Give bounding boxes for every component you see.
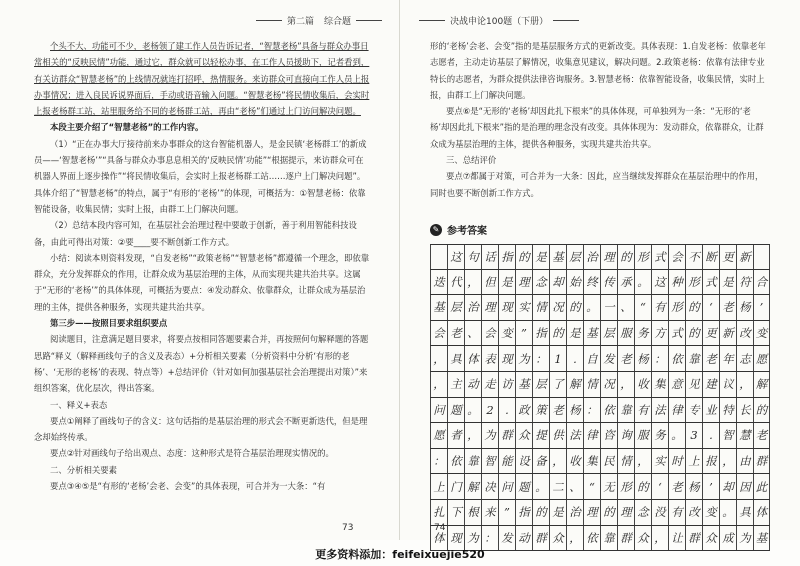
answer-grid-row [430, 321, 770, 347]
answer-grid-cell: 具 [447, 346, 464, 371]
answer-grid-cell: 3 [685, 423, 702, 448]
answer-grid-cell: 服 [634, 423, 651, 448]
answer-grid-cell: 报 [702, 449, 719, 474]
answer-grid-row [430, 244, 770, 270]
answer-grid-cell: 却 [719, 474, 736, 499]
paragraph: 阅读题目，注意满足题目要求，将要点按相同答题要素合并，再按照何句解释题的答题思路“释义（解释画线句子的含义及表态）+分析相关要素（分析资料中分析‘有形的老杨’、‘无形的老杨’的表现、特点等）+总结评价（针对如何加强基层社会治理提出对策）”来组织答案，优化层次，得出答案。 [34, 334, 369, 394]
answer-grid-row [430, 372, 770, 398]
answer-grid-cell: 更 [719, 245, 736, 269]
answer-grid-cell: 众 [702, 526, 719, 551]
answer-grid-cell: 杨 [736, 295, 753, 320]
answer-grid-cell: 迭 [430, 270, 447, 295]
answer-grid-cell: 老 [668, 474, 685, 499]
answer-grid-cell: 形 [617, 474, 634, 499]
answer-grid-cell: 的 [617, 245, 634, 269]
answer-grid-cell: ： [651, 346, 668, 371]
answer-grid-cell: 。 [634, 270, 651, 295]
answer-grid-cell: 群 [685, 526, 702, 551]
answer-grid-cell: 群 [498, 423, 515, 448]
answer-grid-cell: 二 [549, 474, 566, 499]
answer-grid-cell: 访 [498, 372, 515, 397]
answer-grid-cell: ， [549, 449, 566, 474]
answer-grid-cell: 这 [447, 245, 464, 269]
answer-grid-cell: 却 [549, 270, 566, 295]
answer-grid-cell: . [498, 398, 515, 423]
answer-grid-cell: 1 [549, 346, 566, 371]
answer-grid-cell: 种 [668, 270, 685, 295]
paragraph: 要点⑥是“无形的‘老杨’却因此扎下根来”的具体体现，可单独列为一条：“无形的‘老杨’却因此扎下根来”指的是治理的理念没有改变。具体体现为：发动群众，依靠群众，让群众成为基层治理的主体，提供各种服务，实现共建共治共享。 [430, 106, 764, 149]
answer-grid-cell: 扎 [430, 500, 447, 525]
answer-grid-cell: 的 [753, 398, 770, 423]
answer-grid-cell: 承 [617, 270, 634, 295]
answer-grid-cell: ： [583, 398, 600, 423]
paragraph: 个头不大、功能可不少，老杨领了建工作人员告诉记者，“智慧老杨”具备与群众办事日常相关的“反映民情”功能，通过它，群众就可以轻松办事，在工作人员援助下，记者看到，有关访群众“智慧老杨”的上线情况就连打招呼，热情服务。来访群众可直接向工作人员上报办事情况；进入良民诉说界面后，手动或语音输入问题。“智慧老杨”将民情收集后，会实时上报老杨群工站，站里服务给不同的老杨群工站，再由“老杨”们通过上门访问解决问题。 [34, 41, 370, 117]
answer-grid-cell: 治 [566, 500, 583, 525]
answer-grid-cell: 理 [600, 245, 617, 269]
answer-grid-cell: 情 [617, 449, 634, 474]
answer-grid-cell: 依 [447, 449, 464, 474]
answer-grid-row [430, 270, 770, 296]
answer-grid-cell: 法 [651, 398, 668, 423]
answer-grid-cell: 的 [532, 500, 549, 525]
answer-grid-cell: 没 [651, 500, 668, 525]
right-body-text [430, 38, 770, 201]
answer-grid-cell: 议 [719, 372, 736, 397]
answer-grid-cell: 收 [566, 449, 583, 474]
answer-grid-cell: 由 [736, 449, 753, 474]
answer-grid-cell: 老 [447, 321, 464, 346]
answer-grid-cell: 治 [464, 295, 481, 320]
paragraph: （1）“正在办事大厅接待前来办事群众的这台智能机器人，是金民镇‘老杨群工’的新成员——‘智慧老杨’”“具备与群众办事息息相关的‘反映民情’功能”“根据提示，来访群众可在机器人界面上逐步操作”“将民情收集后，会实时上报老杨群工站……逐户上门解决问题”。具体介绍了“智慧老杨”的特点，属于“有形的‘老杨’”的体现，可概括为：①智慧老杨：依靠智能设备，收集民情；实时上报，由群工上门解决问题。 [34, 138, 367, 214]
answer-grid-cell: ’ [753, 295, 770, 320]
answer-grid-cell: 依 [583, 526, 600, 551]
answer-grid-cell: 服 [617, 321, 634, 346]
answer-grid-row [430, 423, 770, 449]
answer-grid-cell: 靠 [464, 449, 481, 474]
answer-grid-cell: 一 [600, 295, 617, 320]
answer-grid-cell: 集 [583, 449, 600, 474]
answer-grid-cell: 因 [736, 474, 753, 499]
answer-grid-cell: 律 [668, 398, 685, 423]
answer-grid-row [430, 398, 770, 424]
answer-grid-cell: 体 [464, 346, 481, 371]
answer-grid-cell: ， [566, 526, 583, 551]
answer-grid-cell: 智 [719, 423, 736, 448]
answer-grid-cell: 意 [668, 372, 685, 397]
answer-grid-cell: 层 [600, 321, 617, 346]
running-head-part: 第二篇 [286, 17, 314, 27]
answer-grid-cell: . [702, 423, 719, 448]
answer-grid-cell: 众 [549, 526, 566, 551]
answer-grid-cell: 建 [702, 372, 719, 397]
paragraph: （2）总结本段内容可知，在基层社会治理过程中要敢于创新，善于利用智能科技设备，由此可得出对策：②要____要不断创新工作方式。 [34, 220, 357, 247]
answer-grid-cell: 老 [719, 295, 736, 320]
answer-grid-cell: 、 [617, 295, 634, 320]
answer-grid-cell: 形 [685, 270, 702, 295]
answer-grid-cell: “ [634, 295, 651, 320]
answer-grid-cell: 指 [498, 245, 515, 269]
answer-grid-cell: 句 [464, 245, 481, 269]
answer-grid-cell: 题 [447, 398, 464, 423]
answer-grid-cell: 形 [668, 295, 685, 320]
answer-grid-cell: 杨 [634, 346, 651, 371]
answer-grid-cell: 理 [583, 500, 600, 525]
answer-grid-cell [430, 245, 447, 269]
answer-grid-cell: 。 [719, 500, 736, 525]
answer-grid-cell: 靠 [617, 398, 634, 423]
answer-grid-cell: 成 [719, 526, 736, 551]
answer-grid-cell: 况 [600, 372, 617, 397]
answer-grid-cell: 的 [515, 245, 532, 269]
answer-grid-cell: 解 [753, 372, 770, 397]
answer-grid-cell: 是 [549, 500, 566, 525]
answer-grid-cell: 有 [651, 295, 668, 320]
answer-grid-cell: 时 [668, 449, 685, 474]
answer-grid-cell: 会 [481, 321, 498, 346]
answer-grid-cell: 2 [481, 398, 498, 423]
answer-grid-cell: 、 [566, 474, 583, 499]
paragraph: 形的‘老杨’会老、会变”指的是基层服务方式的更新改变。具体表现：1.自发老杨：依靠老年志愿者，主动走访基层了解情况，收集意见建议，解决问题。2.政策老杨：依靠有法律专业特长的志愿者，为群众提供法律咨询服务。3.智慧老杨：依靠智能设备，收集民情，实时上报，由群工上门解决问题。 [430, 41, 766, 100]
answer-grid-cell: 愿 [753, 346, 770, 371]
answer-grid-cell: 备 [532, 449, 549, 474]
answer-grid-cell: ” [498, 500, 515, 525]
answer-grid-cell: 。 [532, 474, 549, 499]
answer-grid-cell: 群 [617, 526, 634, 551]
answer-grid-cell: 咨 [600, 423, 617, 448]
answer-grid-cell: 断 [702, 245, 719, 269]
answer-grid-cell: 体 [753, 500, 770, 525]
section-heading: 第三步——按照目要求组织要点 [50, 318, 168, 329]
answer-grid-cell: 此 [753, 474, 770, 499]
answer-grid-cell: 基 [753, 526, 770, 551]
answer-grid-cell: 符 [736, 270, 753, 295]
answer-grid-cell: 念 [634, 500, 651, 525]
answer-grid-cell: ， [430, 372, 447, 397]
answer-grid-cell: 的 [685, 295, 702, 320]
answer-grid [430, 244, 770, 551]
answer-grid-cell: 靠 [600, 526, 617, 551]
answer-grid-cell: 依 [600, 398, 617, 423]
answer-grid-cell: 的 [566, 295, 583, 320]
answer-grid-cell: 理 [617, 500, 634, 525]
answer-grid-cell: 群 [753, 449, 770, 474]
answer-grid-cell: 式 [651, 245, 668, 269]
answer-grid-cell: 基 [430, 295, 447, 320]
answer-grid-cell: 上 [685, 449, 702, 474]
answer-grid-cell: 新 [736, 245, 753, 269]
answer-grid-cell: . [566, 346, 583, 371]
answer-grid-cell: 下 [447, 500, 464, 525]
right-page [400, 0, 800, 545]
answer-grid-cell: 专 [685, 398, 702, 423]
answer-grid-cell: 让 [668, 526, 685, 551]
answer-grid-cell: 不 [685, 245, 702, 269]
answer-grid-cell: 改 [685, 500, 702, 525]
answer-grid-cell: 为 [464, 526, 481, 551]
answer-grid-row [430, 500, 770, 526]
answer-grid-cell: 的 [600, 500, 617, 525]
answer-grid-cell: 层 [566, 245, 583, 269]
page-number-left: 73 [342, 523, 354, 533]
answer-grid-cell: 门 [447, 474, 464, 499]
answer-grid-cell: 为 [515, 346, 532, 371]
answer-grid-cell: 法 [566, 423, 583, 448]
answer-grid-cell: 式 [668, 321, 685, 346]
answer-grid-cell: 解 [566, 372, 583, 397]
answer-grid-cell: 问 [430, 398, 447, 423]
answer-grid-cell: 改 [736, 321, 753, 346]
answer-grid-cell: 能 [498, 449, 515, 474]
answer-grid-row [430, 474, 770, 500]
answer-grid-cell: 供 [549, 423, 566, 448]
answer-grid-cell: ， [430, 346, 447, 371]
answer-grid-cell: 是 [532, 245, 549, 269]
answer-grid-cell: 依 [668, 346, 685, 371]
answer-grid-cell: 。 [464, 398, 481, 423]
paragraph: 要点⑦都属于对策，可合并为一大条：因此，应当继续发挥群众在基层治理中的作用，同时也要不断创新工作方式。 [430, 171, 764, 198]
running-head-title: 综合题 [323, 17, 351, 27]
answer-grid-cell: “ [583, 474, 600, 499]
subheading: 一、释义+表态 [50, 399, 108, 410]
answer-grid-cell: 现 [447, 526, 464, 551]
answer-grid-cell: 代 [447, 270, 464, 295]
answer-grid-cell: 新 [719, 321, 736, 346]
answer-grid-cell: 政 [515, 398, 532, 423]
subheading: 二、分析相关要素 [50, 464, 117, 475]
answer-grid-cell: 杨 [685, 474, 702, 499]
answer-grid-cell: 动 [464, 372, 481, 397]
answer-grid-cell: 务 [651, 423, 668, 448]
answer-grid-cell: 了 [549, 372, 566, 397]
answer-grid-cell: 者 [447, 423, 464, 448]
answer-grid-cell: 杨 [566, 398, 583, 423]
answer-grid-cell: 。 [668, 423, 685, 448]
answer-grid-cell: ， [617, 372, 634, 397]
pencil-icon: ✎ [430, 224, 442, 236]
answer-grid-cell: ， [464, 423, 481, 448]
answer-grid-cell: 现 [498, 346, 515, 371]
answer-grid-cell: 现 [498, 295, 515, 320]
answer-grid-cell: 群 [532, 526, 549, 551]
rule-line [356, 20, 382, 21]
answer-grid-cell: 基 [549, 245, 566, 269]
answer-grid-cell: ， [736, 372, 753, 397]
answer-grid-cell: 发 [600, 346, 617, 371]
paragraph: 本段主要介绍了“智慧老杨”的工作内容。 [50, 122, 204, 133]
answer-grid-cell: 律 [583, 423, 600, 448]
answer-heading [430, 222, 487, 237]
answer-grid-cell: 业 [702, 398, 719, 423]
paragraph: 要点②针对画线句子给出观点、态度：这种形式是符合基层治理现实情况的。 [50, 448, 334, 459]
answer-grid-cell: 无 [600, 474, 617, 499]
answer-grid-cell: 情 [583, 372, 600, 397]
answer-grid-cell: 上 [430, 474, 447, 499]
answer-grid-cell: 务 [634, 321, 651, 346]
answer-grid-cell: 表 [481, 346, 498, 371]
answer-grid-cell: 愿 [430, 423, 447, 448]
answer-grid-cell: 有 [668, 500, 685, 525]
answer-grid-cell: 理 [481, 295, 498, 320]
answer-grid-row [430, 295, 770, 321]
answer-grid-cell: 况 [549, 295, 566, 320]
answer-grid-cell: 。 [583, 295, 600, 320]
answer-grid-cell: ‘ [651, 474, 668, 499]
paragraph: 要点①阐释了画线句子的含义：这句话指的是基层治理的形式会不断更新迭代，但是理念却始终传承。 [34, 415, 368, 443]
answer-grid-cell: 问 [498, 474, 515, 499]
answer-grid-cell: 题 [515, 474, 532, 499]
answer-grid-cell: 自 [583, 346, 600, 371]
answer-grid-cell: 特 [719, 398, 736, 423]
answer-grid-cell: 基 [515, 372, 532, 397]
answer-grid-cell: 基 [583, 321, 600, 346]
answer-grid-cell: 靠 [685, 346, 702, 371]
answer-grid-cell: 形 [634, 245, 651, 269]
answer-grid-cell: 实 [515, 295, 532, 320]
footer-note: 更多资料添加：feifeixuejie520 [315, 548, 485, 561]
answer-grid-cell: 治 [583, 245, 600, 269]
running-head-left [251, 14, 387, 27]
answer-grid-cell: 的 [685, 321, 702, 346]
answer-grid-cell: 指 [515, 500, 532, 525]
answer-grid-cell: 智 [481, 449, 498, 474]
answer-grid-cell [753, 245, 770, 269]
answer-grid-cell: 长 [736, 398, 753, 423]
answer-grid-cell: 有 [634, 398, 651, 423]
rule-line [419, 20, 445, 21]
answer-grid-cell: 具 [736, 500, 753, 525]
rule-line [256, 20, 282, 21]
answer-grid-cell: 提 [532, 423, 549, 448]
running-head-title: 决战申论100题（下册） [450, 17, 549, 27]
answer-grid-cell: 合 [753, 270, 770, 295]
answer-grid-cell: 年 [719, 346, 736, 371]
answer-grid-cell: 策 [532, 398, 549, 423]
answer-grid-cell: 但 [481, 270, 498, 295]
answer-grid-cell: ， [651, 526, 668, 551]
answer-grid-cell: 情 [532, 295, 549, 320]
answer-grid-cell: ‘ [702, 295, 719, 320]
answer-grid-cell: 指 [532, 321, 549, 346]
answer-grid-cell: 理 [515, 270, 532, 295]
running-head-right [414, 14, 584, 27]
answer-grid-cell: 话 [481, 245, 498, 269]
paragraph: 要点③④⑤是“有形的‘老杨’会老、会变”的具体表现，可合并为一大条：“有 [50, 481, 326, 492]
answer-grid-cell: 为 [481, 423, 498, 448]
answer-grid-cell: 实 [651, 449, 668, 474]
answer-grid-cell: 变 [753, 321, 770, 346]
page-number-right: 74 [434, 523, 446, 533]
answer-grid-cell: 动 [515, 526, 532, 551]
answer-grid-cell: 民 [600, 449, 617, 474]
answer-grid-cell: 收 [634, 372, 651, 397]
answer-grid-row [430, 449, 770, 475]
answer-grid-cell: 式 [702, 270, 719, 295]
answer-grid-cell: 层 [532, 372, 549, 397]
answer-grid-cell: ： [532, 346, 549, 371]
answer-grid-cell: 会 [668, 245, 685, 269]
answer-grid-cell: ， [634, 449, 651, 474]
paragraph: 小结：阅读本则资料发现，“自发老杨”“政策老杨”“智慧老杨”都遵循一个理念，即依靠群众，充分发挥群众的作用，让群众成为基层治理的主体，从而实现共建共治共享。这属于“无形的‘老杨’”的具体体现，可概括为要点：④发动群众、依靠群众，让群众成为基层治理的主体，提供各种服务，实现共建共治共享。 [34, 252, 370, 312]
answer-grid-cell: 更 [702, 321, 719, 346]
answer-grid-cell: 老 [702, 346, 719, 371]
answer-grid-cell: 根 [464, 500, 481, 525]
answer-grid-cell: 层 [447, 295, 464, 320]
answer-grid-cell: 是 [566, 321, 583, 346]
answer-grid-cell: 变 [498, 321, 515, 346]
answer-grid-cell: 方 [651, 321, 668, 346]
answer-grid-cell: ： [481, 526, 498, 551]
answer-grid-cell: 为 [736, 526, 753, 551]
answer-grid-cell: 老 [549, 398, 566, 423]
answer-grid-cell: 走 [481, 372, 498, 397]
answer-grid-cell: 志 [736, 346, 753, 371]
answer-grid-cell: ” [515, 321, 532, 346]
answer-grid-cell: 是 [719, 270, 736, 295]
answer-grid-cell: 的 [549, 321, 566, 346]
left-body-text [34, 38, 370, 494]
answer-grid-cell: 来 [481, 500, 498, 525]
answer-grid-cell: 解 [464, 474, 481, 499]
answer-grid-cell: 终 [583, 270, 600, 295]
answer-grid-cell: ， [464, 270, 481, 295]
answer-grid-cell: 老 [753, 423, 770, 448]
answer-grid-cell: 的 [634, 474, 651, 499]
answer-grid-cell: 始 [566, 270, 583, 295]
answer-grid-cell: 变 [702, 500, 719, 525]
answer-grid-cell: 决 [481, 474, 498, 499]
answer-grid-cell: 众 [634, 526, 651, 551]
answer-grid-cell: 念 [532, 270, 549, 295]
answer-grid-row [430, 346, 770, 372]
answer-grid-cell: 见 [685, 372, 702, 397]
answer-grid-cell: 老 [617, 346, 634, 371]
answer-grid-cell: 慧 [736, 423, 753, 448]
subheading: 三、总结评价 [446, 155, 497, 166]
answer-grid-cell: 、 [464, 321, 481, 346]
answer-grid-cell: 传 [600, 270, 617, 295]
left-page [0, 0, 400, 540]
answer-grid-cell: 众 [515, 423, 532, 448]
answer-title-text: 参考答案 [447, 226, 487, 237]
answer-grid-cell: 是 [498, 270, 515, 295]
answer-grid-cell: 集 [651, 372, 668, 397]
answer-grid-cell: ’ [702, 474, 719, 499]
answer-grid-cell: ： [430, 449, 447, 474]
answer-grid-cell: 会 [430, 321, 447, 346]
answer-grid-cell: 发 [498, 526, 515, 551]
rule-line [553, 20, 579, 21]
answer-grid-cell: ， [719, 449, 736, 474]
answer-grid-cell: 这 [651, 270, 668, 295]
answer-grid-cell: 体 [430, 526, 447, 551]
answer-grid-cell: 询 [617, 423, 634, 448]
answer-grid-cell: 设 [515, 449, 532, 474]
answer-grid-cell: 主 [447, 372, 464, 397]
